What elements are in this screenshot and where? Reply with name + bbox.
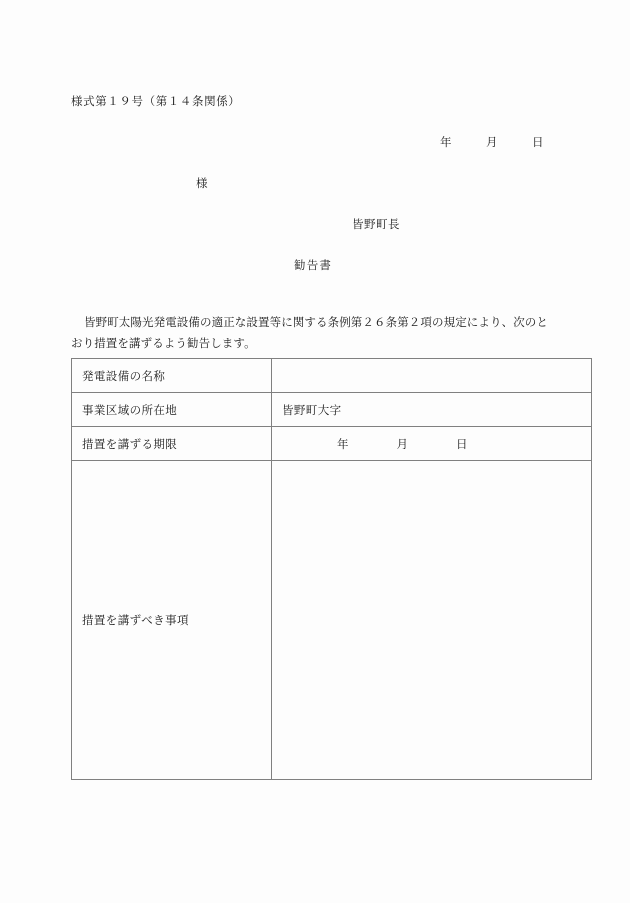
row-value-deadline[interactable] [272,427,592,461]
row-label-required-measures: 措置を講ずべき事項 [72,461,272,780]
row-value-site-location[interactable]: 皆野町大字 [272,393,592,427]
row-value-required-measures[interactable] [272,461,592,780]
table-row [72,359,592,393]
issuer-name: 皆野町長 [352,219,400,231]
row-label-deadline: 措置を講ずる期限 [72,427,272,461]
row-value-facility-name[interactable] [272,359,592,393]
table-row [72,393,592,427]
addressee-honorific: 様 [196,178,208,190]
row-label-site-location: 事業区域の所在地 [72,393,272,427]
deadline-date-blanks: 年 月 日 [337,438,468,451]
row-label-facility-name: 発電設備の名称 [72,359,272,393]
form-number: 様式第１９号（第１４条関係） [71,96,241,108]
document-title: 勧告書 [294,260,333,272]
form-table [71,358,592,780]
body-paragraph: 皆野町太陽光発電設備の適正な設置等に関する条例第２６条第２項の規定により、次のとおり措置を講ずるよう勧告します。 [71,317,548,350]
date-line: 年 月 日 [440,137,544,149]
table-row [72,427,592,461]
table-row [72,461,592,780]
